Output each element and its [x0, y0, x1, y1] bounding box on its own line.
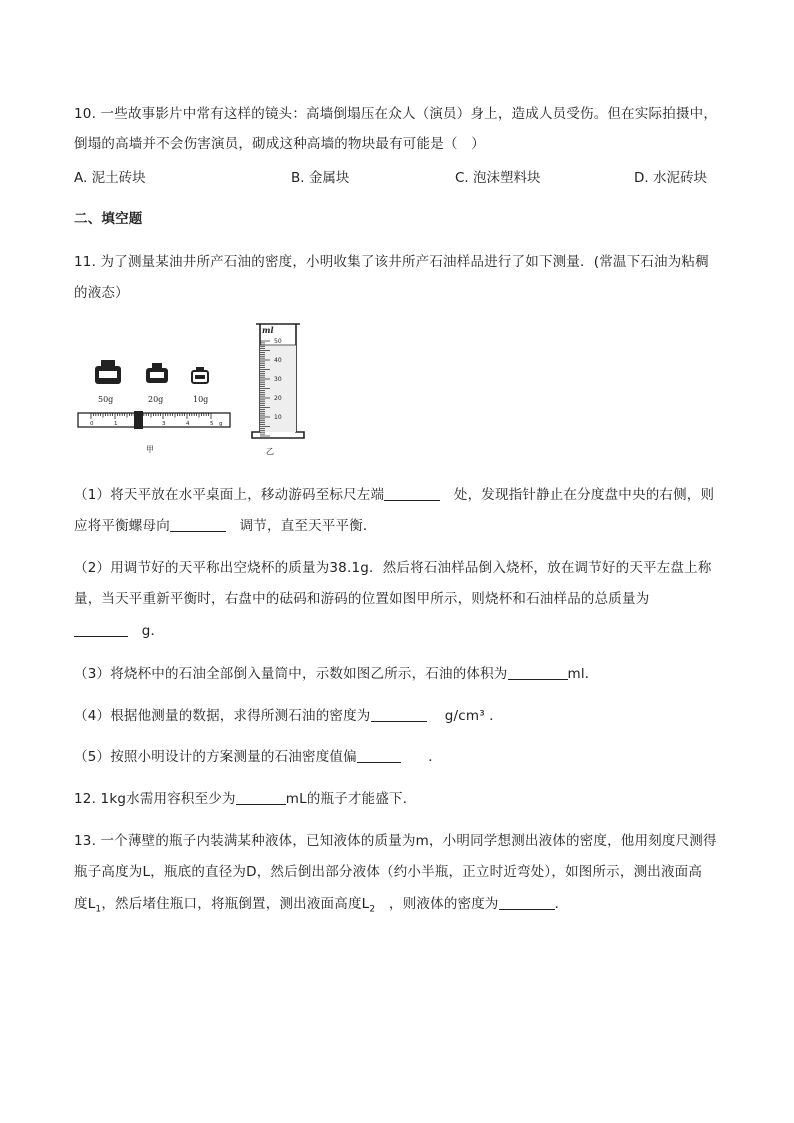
q11-part2-line3 — [74, 619, 164, 639]
q11-line1: 11. 为了测量某油井所产石油的密度，小明收集了该井所产石油样品进行了如下测量．(常温下石油为粘稠 — [74, 254, 709, 270]
ruler-tick-3: 3 — [162, 421, 166, 427]
q10-option-b: B. 金属块 — [291, 170, 350, 186]
q11-part5-text-b: ． — [428, 749, 442, 765]
q13-text-b: ，然后堵住瓶口，将瓶倒置，测出液面高度L — [101, 896, 370, 912]
q11-answer-blank-1[interactable] — [384, 486, 440, 501]
ruler-tick-0: 0 — [90, 421, 94, 427]
q12 — [74, 787, 416, 807]
q11-part3-text-b: ml． — [567, 666, 599, 682]
figure-label-yi: 乙 — [266, 447, 274, 456]
cylinder-tick-40: 40 — [274, 357, 282, 364]
q11-answer-blank-6[interactable] — [357, 748, 401, 763]
q11-part5-text-a: （5）按照小明设计的方案测量的石油密度值偏 — [74, 749, 357, 765]
cylinder-unit: ml — [262, 325, 274, 335]
q11-part4 — [74, 704, 503, 724]
cylinder-tick-20: 20 — [274, 395, 282, 402]
weight-50g — [95, 360, 121, 384]
q11-answer-blank-4[interactable] — [508, 665, 568, 680]
q11-part1-text-a: （1）将天平放在水平桌面上，移动游码至标尺左端 — [74, 487, 385, 503]
figure-label-jia: 甲 — [146, 445, 154, 454]
balance-ruler — [78, 411, 230, 429]
ruler-unit: g — [219, 421, 223, 427]
weight-label-10g: 10g — [193, 395, 209, 404]
figure-jia — [76, 360, 236, 460]
q11-part1-line1 — [74, 483, 714, 503]
q11-part5 — [74, 745, 442, 765]
q11-part3-text-a: （3）将烧杯中的石油全部倒入量筒中，示数如图乙所示，石油的体积为 — [74, 666, 508, 682]
q11-part2-line1: （2）用调节好的天平称出空烧杯的质量为38.1g．然后将石油样品倒入烧杯，放在调节好的天平左盘上称 — [74, 560, 712, 576]
q13-text-d: ． — [554, 896, 569, 912]
q11-answer-blank-3[interactable] — [74, 622, 128, 637]
graduated-cylinder — [252, 324, 304, 438]
q12-text-a: 12. 1kg水需用容积至少为 — [74, 791, 236, 807]
cylinder-tick-50: 50 — [274, 338, 282, 345]
q11-line2: 的液态） — [74, 285, 129, 301]
cylinder-tick-30: 30 — [274, 376, 282, 383]
q13-text-c: ，则液体的密度为 — [389, 896, 499, 912]
q10-line2: 倒塌的高墙并不会伤害演员，砌成这种高墙的物块最有可能是（ ） — [74, 136, 485, 152]
q13-subscript-2: 2 — [369, 904, 376, 915]
q11-part2-line2: 量，当天平重新平衡时，右盘中的砝码和游码的位置如图甲所示，则烧杯和石油样品的总质量为 — [74, 591, 650, 607]
q13-answer-blank[interactable] — [499, 895, 555, 910]
ruler-tick-2: 2 — [138, 421, 142, 427]
q10-option-d: D. 水泥砖块 — [634, 170, 707, 186]
q10-option-c: C. 泡沫塑料块 — [455, 170, 541, 186]
q12-text-b: mL的瓶子才能盛下． — [285, 791, 417, 807]
q12-answer-blank[interactable] — [236, 790, 286, 805]
q11-part4-text-a: （4）根据他测量的数据，求得所测石油的密度为 — [74, 708, 371, 724]
weight-10g — [192, 367, 208, 383]
q11-part3 — [74, 662, 599, 682]
q13-text-a: 度L — [74, 896, 96, 912]
q11-answer-blank-5[interactable] — [371, 707, 427, 722]
ruler-tick-4: 4 — [186, 421, 190, 427]
q13-line3 — [74, 892, 568, 915]
section-title: 二、填空题 — [74, 211, 143, 227]
ruler-tick-5: 5 — [210, 421, 214, 427]
q11-part1-text-c: 应将平衡螺母向 — [74, 518, 170, 534]
weight-label-20g: 20g — [148, 395, 164, 404]
cylinder-tick-10: 10 — [274, 414, 282, 421]
ruler-tick-1: 1 — [114, 421, 118, 427]
q13-line2: 瓶子高度为L，瓶底的直径为D，然后倒出部分液体（约小半瓶，正立时近弯处），如图所示，测出液面高 — [74, 864, 703, 880]
q11-answer-blank-2[interactable] — [170, 517, 226, 532]
q11-part1-text-d: 调节，直至天平平衡． — [239, 518, 377, 534]
figure-yi — [248, 320, 308, 460]
q13-line1: 13. 一个薄壁的瓶子内装满某种液体，已知液体的质量为m，小明同学想测出液体的密度，他用刻度尺测得 — [74, 833, 717, 849]
q11-part4-text-b: g/cm³ ． — [444, 708, 503, 724]
q13-subscript-1: 1 — [95, 904, 102, 915]
q10-option-a: A. 泥土砖块 — [74, 170, 146, 186]
q11-part2-text-c: g． — [141, 623, 165, 639]
q10-line1: 10. 一些故事影片中常有这样的镜头：高墙倒塌压在众人（演员）身上，造成人员受伤。但在实际拍摄中， — [74, 106, 718, 122]
q11-part1-line2 — [74, 514, 377, 534]
weight-20g — [146, 363, 168, 383]
q11-part1-text-b: 处，发现指针静止在分度盘中央的右侧，则 — [453, 487, 715, 503]
weight-label-50g: 50g — [98, 395, 114, 404]
